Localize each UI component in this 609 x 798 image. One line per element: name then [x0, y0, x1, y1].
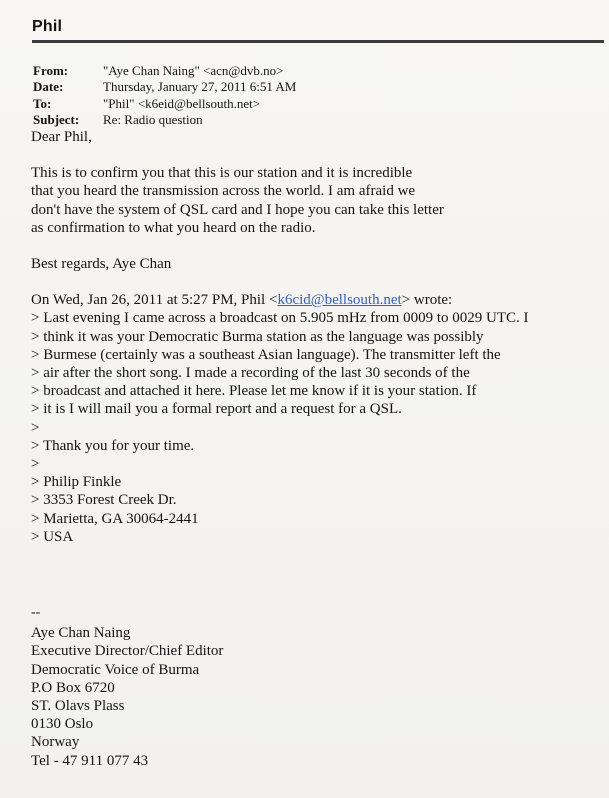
- paragraph-line: This is to confirm you that this is our station and it is incredible: [31, 165, 413, 182]
- quoted-line: > Philip Finkle: [31, 474, 122, 491]
- meta-subject-row: [33, 112, 593, 128]
- quoted-line: > think it was your Democratic Burma station as the language was possibly: [31, 328, 484, 345]
- body-paragraph: [31, 164, 596, 237]
- signature-separator: --: [31, 605, 41, 620]
- quoted-line: > USA: [31, 528, 74, 545]
- signature-line: ST. Olavs Plass: [31, 698, 125, 715]
- paragraph-line: that you heard the transmission across the world. I am afraid we: [31, 183, 416, 200]
- quote-intro-after: > wrote:: [401, 292, 453, 309]
- quoted-line: > Marietta, GA 30064-2441: [31, 510, 199, 527]
- quoted-line: > air after the short song. I made a recording of the last 30 seconds of the: [31, 365, 470, 382]
- quoted-line: > Thank you for your time.: [31, 437, 195, 454]
- signature-line: Tel - 47 911 077 43: [31, 752, 149, 769]
- header-sender-name: Phil: [32, 18, 63, 35]
- email-metadata: [33, 63, 593, 129]
- meta-value: Thursday, January 27, 2011 6:51 AM: [103, 79, 297, 95]
- quote-intro: [31, 291, 596, 309]
- paragraph-line: don't have the system of QSL card and I hope you can take this letter: [31, 201, 444, 218]
- meta-value: "Phil" <k6eid@bellsouth.net>: [103, 95, 261, 111]
- greeting: Dear Phil,: [31, 129, 92, 145]
- header-divider: [32, 40, 604, 43]
- meta-label: Date:: [33, 79, 64, 95]
- quote-intro-before: On Wed, Jan 26, 2011 at 5:27 PM, Phil <: [31, 292, 278, 309]
- meta-value: Re: Radio question: [103, 112, 203, 128]
- meta-label: From:: [33, 63, 69, 78]
- signature-line: Democratic Voice of Burma: [31, 661, 200, 678]
- signature-line: P.O Box 6720: [31, 679, 115, 696]
- quoted-line: >: [31, 419, 40, 436]
- signature-line: Norway: [31, 734, 80, 751]
- meta-from-row: [33, 63, 593, 79]
- signature-line: Aye Chan Naing: [31, 625, 131, 642]
- signoff: Best regards, Aye Chan: [31, 256, 172, 273]
- meta-date-row: [33, 79, 593, 95]
- meta-to-row: [33, 96, 593, 112]
- meta-label: To:: [33, 95, 52, 111]
- quoted-line: > broadcast and attached it here. Please let me know if it is your station. If: [31, 383, 477, 400]
- print-header: [32, 10, 604, 46]
- quoted-line: > Last evening I came across a broadcast on 5.905 mHz from 0009 to 0029 UTC. I: [31, 310, 529, 327]
- quoted-email-link[interactable]: k6cid@bellsouth.net: [277, 292, 402, 309]
- quoted-line: >: [31, 456, 40, 473]
- email-signature: [31, 604, 596, 770]
- signature-line: Executive Director/Chief Editor: [31, 643, 224, 660]
- paragraph-line: as confirmation to what you heard on the radio.: [31, 219, 316, 236]
- quoted-line: > Burmese (certainly was a southeast Asian language). The transmitter left the: [31, 346, 501, 363]
- quoted-line: > it is I will mail you a formal report and a request for a QSL.: [31, 401, 402, 418]
- meta-label: Subject:: [33, 112, 80, 128]
- meta-value: "Aye Chan Naing" <acn@dvb.no>: [103, 63, 284, 78]
- quoted-line: > 3353 Forest Creek Dr.: [31, 492, 177, 509]
- signature-line: 0130 Oslo: [31, 716, 94, 733]
- quoted-message: [31, 309, 596, 546]
- email-body: [31, 128, 596, 546]
